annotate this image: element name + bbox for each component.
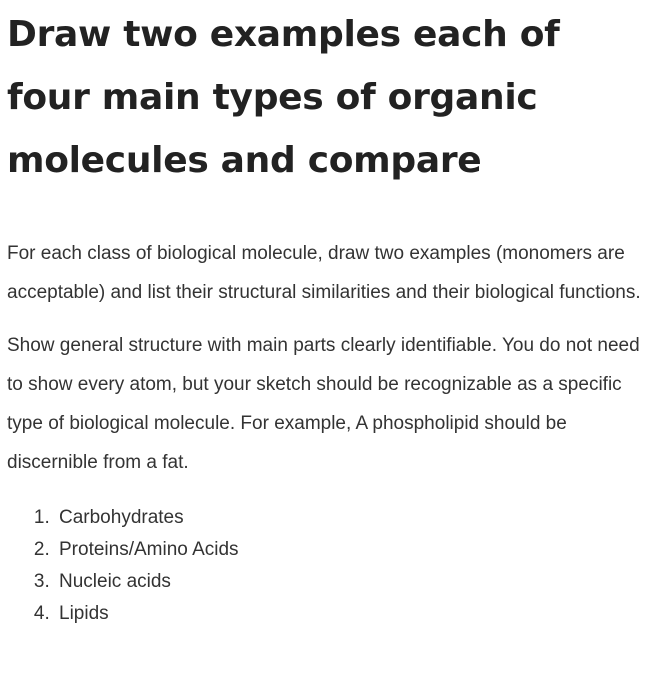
list-item: 1. Carbohydrates (55, 502, 643, 534)
molecule-type-list (7, 502, 643, 630)
instructions-paragraph: For each class of biological molecule, draw two examples (monomers are acceptable) and list their structural similarities and their biological functions. (7, 243, 641, 303)
list-item: 2. Proteins/Amino Acids (55, 534, 643, 566)
structure-guidance-paragraph: Show general structure with main parts clearly identifiable. You do not need to show every atom, but your sketch should be recognizable as a specific type of biological molecule. For example, A phospholipid should be discernible from a fat. (7, 335, 640, 473)
question-title: Draw two examples each of four main types of organic molecules and compare (7, 14, 560, 181)
list-item: 4. Lipids (55, 598, 643, 630)
list-item: 3. Nucleic acids (55, 566, 643, 598)
